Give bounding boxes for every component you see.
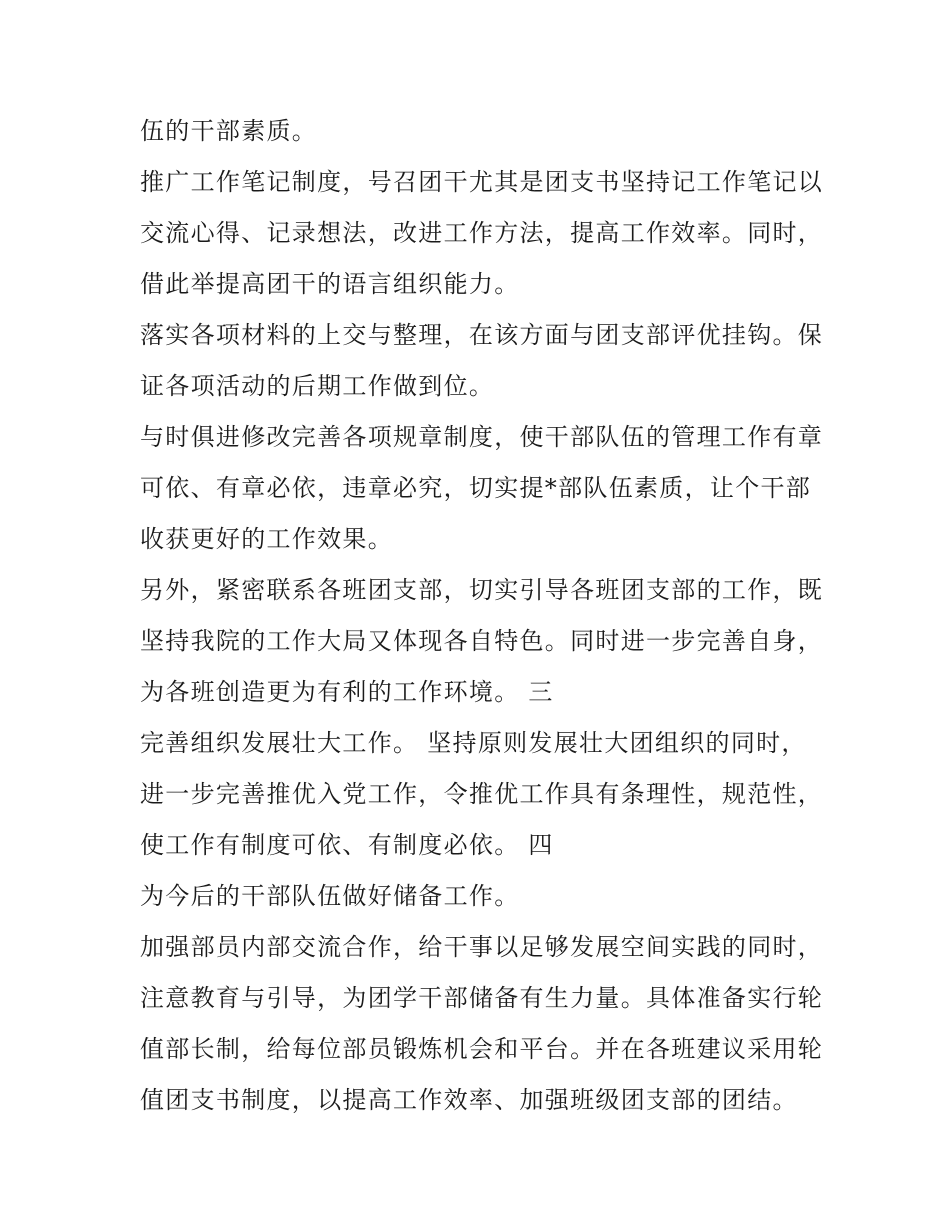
text-line-14: 进一步完善推优入党工作，令推优工作具有条理性，规范性， (140, 780, 824, 808)
text-line-10: 另外，紧密联系各班团支部，切实引导各班团支部的工作，既 (140, 576, 824, 604)
text-line-8: 可依、有章必依，违章必究，切实提*部队伍素质，让个干部 (140, 474, 812, 502)
document-body (140, 106, 840, 1126)
text-line-11: 坚持我院的工作大局又体现各自特色。同时进一步完善自身， (140, 627, 824, 655)
text-line-1: 伍的干部素质。 (140, 117, 318, 145)
text-line-2: 推广工作笔记制度，号召团干尤其是团支书坚持记工作笔记以 (140, 168, 824, 196)
text-line-9: 收获更好的工作效果。 (140, 525, 393, 553)
text-line-19: 值部长制，给每位部员锻炼机会和平台。并在各班建议采用轮 (140, 1035, 824, 1063)
text-line-18: 注意教育与引导，为团学干部储备有生力量。具体准备实行轮 (140, 984, 824, 1012)
text-line-7: 与时俱进修改完善各项规章制度，使干部队伍的管理工作有章 (140, 423, 824, 451)
text-line-20: 值团支书制度，以提高工作效率、加强班级团支部的团结。 (140, 1086, 798, 1114)
text-line-4: 借此举提高团干的语言组织能力。 (140, 270, 520, 298)
text-line-3: 交流心得、记录想法，改进工作方法，提高工作效率。同时， (140, 219, 824, 247)
text-line-12: 为各班创造更为有利的工作环境。 三 (140, 678, 554, 706)
text-line-16: 为今后的干部队伍做好储备工作。 (140, 882, 520, 910)
text-line-6: 证各项活动的后期工作做到位。 (140, 372, 495, 400)
text-line-15: 使工作有制度可依、有制度必依。 四 (140, 831, 554, 859)
text-line-13: 完善组织发展壮大工作。 坚持原则发展壮大团组织的同时， (140, 729, 807, 757)
text-line-17: 加强部员内部交流合作，给干事以足够发展空间实践的同时， (140, 933, 824, 961)
text-line-5: 落实各项材料的上交与整理，在该方面与团支部评优挂钩。保 (140, 321, 824, 349)
